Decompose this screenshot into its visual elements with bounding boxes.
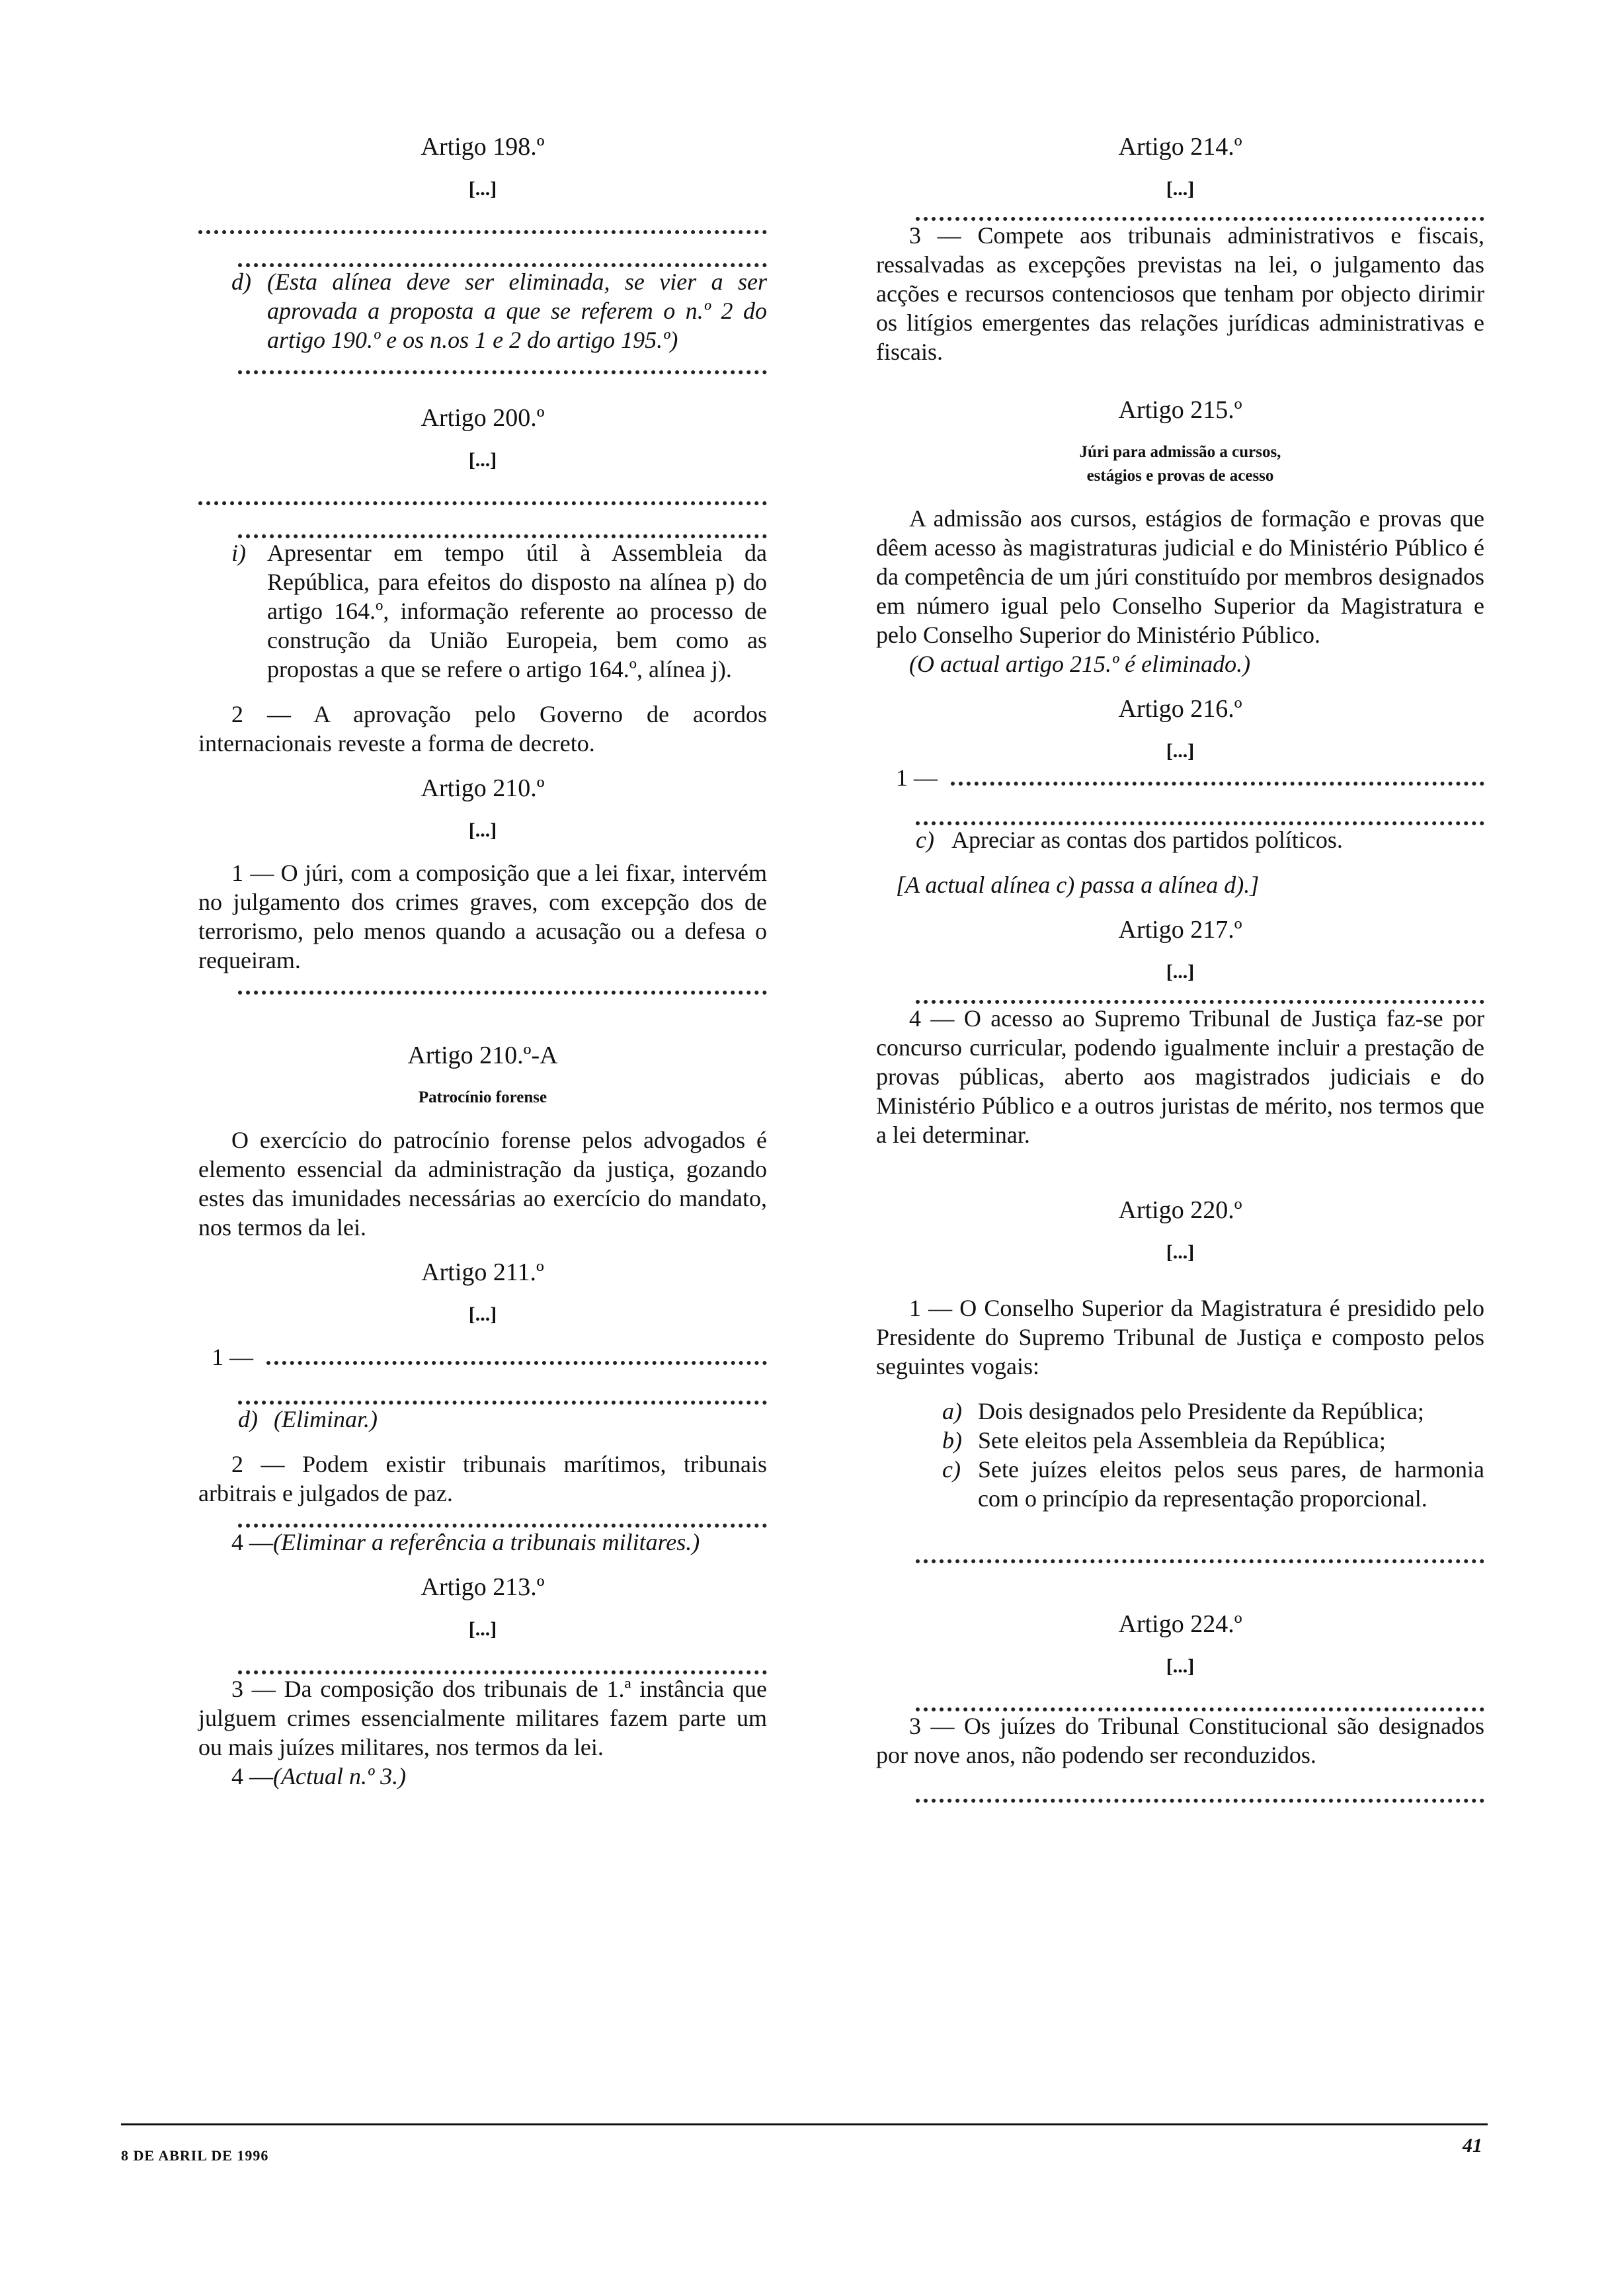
ellipsis: [...] (1166, 178, 1195, 200)
dotted-separator (916, 1799, 1484, 1803)
article-subtitle: Júri para admissão a cursos, (1079, 443, 1281, 461)
ellipsis: [...] (468, 1303, 497, 1325)
article-200 (198, 403, 767, 758)
article-title: Artigo 214.º (1118, 133, 1242, 161)
paragraph: O exercício do patrocínio forense pelos advogados é elemento essencial da administração da justiça, gozando estes das imunidades necessárias ao exercício do mandato, nos termos da lei. (198, 1127, 767, 1241)
ellipsis: [...] (1166, 740, 1195, 762)
article-214 (876, 132, 1484, 366)
list-item (231, 538, 767, 684)
numbered-dotted-line (896, 763, 1484, 792)
article-title: Artigo 220.º (1118, 1196, 1242, 1224)
item-text: (Actual n.º 3.) (273, 1763, 407, 1789)
paragraph (198, 1762, 767, 1791)
article-title: Artigo 217.º (1118, 916, 1242, 944)
left-column (198, 132, 767, 1791)
item-label: d) (238, 1406, 258, 1432)
paragraph: 1 — O Conselho Superior da Magistratura é presidido pelo Presidente do Supremo Tribunal de Justiça e composto pelos seguintes vogais: (876, 1295, 1484, 1379)
item-text: Sete eleitos pela Assembleia da República; (978, 1427, 1386, 1454)
article-title: Artigo 216.º (1118, 695, 1242, 723)
paragraph: 2 — A aprovação pelo Governo de acordos internacionais reveste a forma de decreto. (198, 701, 767, 757)
item-label: d) (231, 268, 251, 295)
list-item (942, 1455, 1484, 1513)
article-title: Artigo 198.º (421, 133, 545, 161)
item-label: i) (231, 540, 246, 566)
article-title: Artigo 200.º (421, 404, 545, 432)
page-number: 41 (1463, 2135, 1482, 2156)
item-text: (Eliminar.) (274, 1406, 378, 1432)
numbered-dotted-line (212, 1342, 767, 1372)
list-item (916, 825, 1484, 854)
list-item (238, 1405, 767, 1434)
editorial-note: (O actual artigo 215.º é eliminado.) (909, 651, 1251, 677)
list-item (942, 1426, 1484, 1455)
article-title: Artigo 215.º (1118, 396, 1242, 424)
article-title: Artigo 213.º (421, 1573, 545, 1601)
article-215 (876, 395, 1484, 678)
article-title: Artigo 211.º (421, 1258, 544, 1286)
ellipsis: [...] (1166, 1241, 1195, 1263)
ellipsis: [...] (1166, 1655, 1195, 1677)
item-number: 1 — (896, 764, 938, 791)
item-text: Dois designados pelo Presidente da República; (978, 1398, 1424, 1424)
ellipsis: [...] (468, 178, 497, 200)
footer-date: 8 DE ABRIL DE 1996 (121, 2147, 269, 2164)
paragraph: 2 — Podem existir tribunais marítimos, tribunais arbitrais e julgados de paz. (198, 1451, 767, 1506)
ellipsis: [...] (468, 819, 497, 841)
article-title: Artigo 210.º (421, 774, 545, 802)
paragraph: 1 — O júri, com a composição que a lei fixar, intervém no julgamento dos crimes graves, com excepção dos de terrorismo, pelo menos quando a acusação ou a defesa o requeiram. (198, 860, 767, 973)
dotted-separator (266, 1361, 767, 1365)
editorial-note: [A actual alínea c) passa a alínea d).] (896, 872, 1260, 898)
item-number: 1 — (212, 1344, 253, 1370)
paragraph: 4 — O acesso ao Supremo Tribunal de Justiça faz-se por concurso curricular, podendo igualmente incluir a prestação de provas públicas, aberto aos magistrados judiciais e do Ministério Público e a outros juristas de mérito, nos termos que a lei determinar. (876, 1005, 1484, 1148)
vogais-list (942, 1397, 1484, 1513)
paragraph: 3 — Da composição dos tribunais de 1.ª instância que julguem crimes essencialmente militares fazem parte um ou mais juízes militares, nos termos da lei. (198, 1676, 767, 1760)
item-text: Apreciar as contas dos partidos políticos. (951, 827, 1343, 853)
article-title: Artigo 224.º (1118, 1610, 1242, 1638)
article-198 (198, 132, 767, 374)
item-text: Sete juízes eleitos pelos seus pares, de harmonia com o princípio da representação proporcional. (978, 1456, 1484, 1512)
item-number: 4 — (231, 1529, 273, 1555)
item-label: b) (942, 1427, 962, 1454)
list-item (942, 1397, 1484, 1426)
article-213 (198, 1573, 767, 1791)
article-title: Artigo 210.º-A (407, 1042, 558, 1069)
item-label: c) (916, 827, 934, 853)
article-subtitle: Patrocínio forense (418, 1088, 547, 1106)
article-210 (198, 774, 767, 995)
paragraph: A admissão aos cursos, estágios de formação e provas que dêem acesso às magistraturas judicial e do Ministério Público é da competência de um júri constituído por membros designados em número igual pelo Conselho Superior da Magistratura e pelo Conselho Superior do Ministério Público. (876, 505, 1484, 648)
item-label: c) (942, 1456, 961, 1483)
article-216 (876, 694, 1484, 899)
item-text: (Esta alínea deve ser eliminada, se vier a ser aprovada a proposta a que se referem o n.º 2 do artigo 190.º e os n.os 1 e 2 do artigo 195.º) (267, 268, 767, 353)
right-column (876, 132, 1484, 1803)
paragraph: 3 — Compete aos tribunais administrativos e fiscais, ressalvadas as excepções previstas na lei, o julgamento das acções e recursos contenciosos que tenham por objecto dirimir os litígios emergentes das relações jurídicas administrativas e fiscais. (876, 222, 1484, 365)
paragraph (198, 1528, 767, 1557)
item-label: a) (942, 1398, 962, 1424)
article-211 (198, 1258, 767, 1557)
list-item (231, 267, 767, 354)
footer-rule (121, 2123, 1488, 2125)
ellipsis: [...] (1166, 961, 1195, 983)
item-number: 4 — (231, 1763, 273, 1789)
article-217 (876, 915, 1484, 1149)
item-text: (Eliminar a referência a tribunais militares.) (273, 1529, 700, 1555)
ellipsis: [...] (468, 449, 497, 471)
article-210-a (198, 1041, 767, 1242)
article-220 (876, 1196, 1484, 1563)
dotted-separator (951, 782, 1484, 786)
paragraph: 3 — Os juízes do Tribunal Constitucional são designados por nove anos, não podendo ser reconduzidos. (876, 1713, 1484, 1768)
article-224 (876, 1610, 1484, 1803)
ellipsis: [...] (468, 1618, 497, 1640)
article-subtitle: estágios e provas de acesso (1086, 467, 1274, 485)
item-text: Apresentar em tempo útil à Assembleia da República, para efeitos do disposto na alínea p) do artigo 164.º, informação referente ao processo de construção da União Europeia, bem como as propostas a que se refere o artigo 164.º, alínea j). (267, 540, 767, 682)
